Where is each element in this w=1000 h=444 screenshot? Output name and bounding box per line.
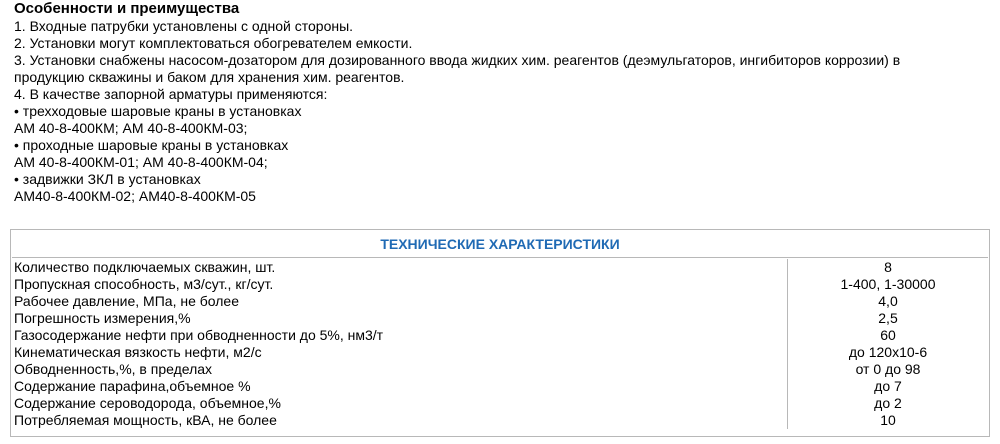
table-row (12, 412, 988, 429)
feature-line: • задвижки ЗКЛ в установках (14, 171, 201, 187)
param-cell: Газосодержание нефти при обводненности до 5%, нм3/т (12, 327, 788, 344)
spec-table-header: ТЕХНИЧЕСКИЕ ХАРАКТЕРИСТИКИ (12, 231, 988, 258)
value-cell: 2,5 (878, 310, 898, 326)
feature-line: продукцию скважины и баком для хранения хим. реагентов. (14, 69, 405, 85)
spec-table-body (12, 259, 988, 429)
param-cell: Потребляемая мощность, кВА, не более (12, 412, 788, 429)
feature-line: АМ40-8-400КМ-02; АМ40-8-400КМ-05 (14, 188, 256, 204)
param-cell: Количество подключаемых скважин, шт. (12, 259, 788, 276)
feature-line: • трехходовые шаровые краны в установках (14, 103, 302, 119)
table-row (12, 310, 988, 327)
param-cell: Содержание парафина,объемное % (12, 378, 788, 395)
feature-line: • проходные шаровые краны в установках (14, 137, 289, 153)
table-row (12, 344, 988, 361)
value-cell: 4,0 (878, 293, 898, 309)
table-row (12, 276, 988, 293)
value-cell: 60 (880, 327, 896, 343)
value-cell: от 0 до 98 (855, 361, 921, 377)
feature-line: 1. Входные патрубки установлены с одной стороны. (14, 18, 354, 34)
param-cell: Обводненность,%, в пределах (12, 361, 788, 378)
feature-line: 4. В качестве запорной арматуры применяются: (14, 86, 328, 102)
value-cell: 8 (884, 259, 892, 275)
features-title: Особенности и преимущества (14, 0, 240, 17)
table-row (12, 293, 988, 310)
value-cell: до 7 (874, 378, 902, 394)
value-cell: 10 (880, 412, 896, 428)
feature-line: 2. Установки могут комплектоваться обогревателем емкости. (14, 35, 413, 51)
table-row (12, 361, 988, 378)
spec-table (10, 229, 990, 437)
table-row (12, 327, 988, 344)
param-cell: Рабочее давление, МПа, не более (12, 293, 788, 310)
table-row (12, 395, 988, 412)
table-row (12, 259, 988, 276)
param-cell: Кинематическая вязкость нефти, м2/с (12, 344, 788, 361)
value-cell: 1-400, 1-30000 (840, 276, 936, 292)
feature-line: 3. Установки снабжены насосом-дозатором для дозированного ввода жидких хим. реагентов (деэмульгаторов, ингибиторов коррозии) в (14, 52, 901, 68)
table-row (12, 378, 988, 395)
features-section (14, 0, 989, 205)
feature-line: АМ 40-8-400КМ; АМ 40-8-400КМ-03; (14, 120, 248, 136)
value-cell: до 120х10-6 (848, 344, 928, 360)
value-cell: до 2 (874, 395, 902, 411)
param-cell: Содержание сероводорода, объемное,% (12, 395, 788, 412)
feature-line: АМ 40-8-400КМ-01; АМ 40-8-400КМ-04; (14, 154, 268, 170)
param-cell: Пропускная способность, м3/сут., кг/сут. (12, 276, 788, 293)
param-cell: Погрешность измерения,% (12, 310, 788, 327)
